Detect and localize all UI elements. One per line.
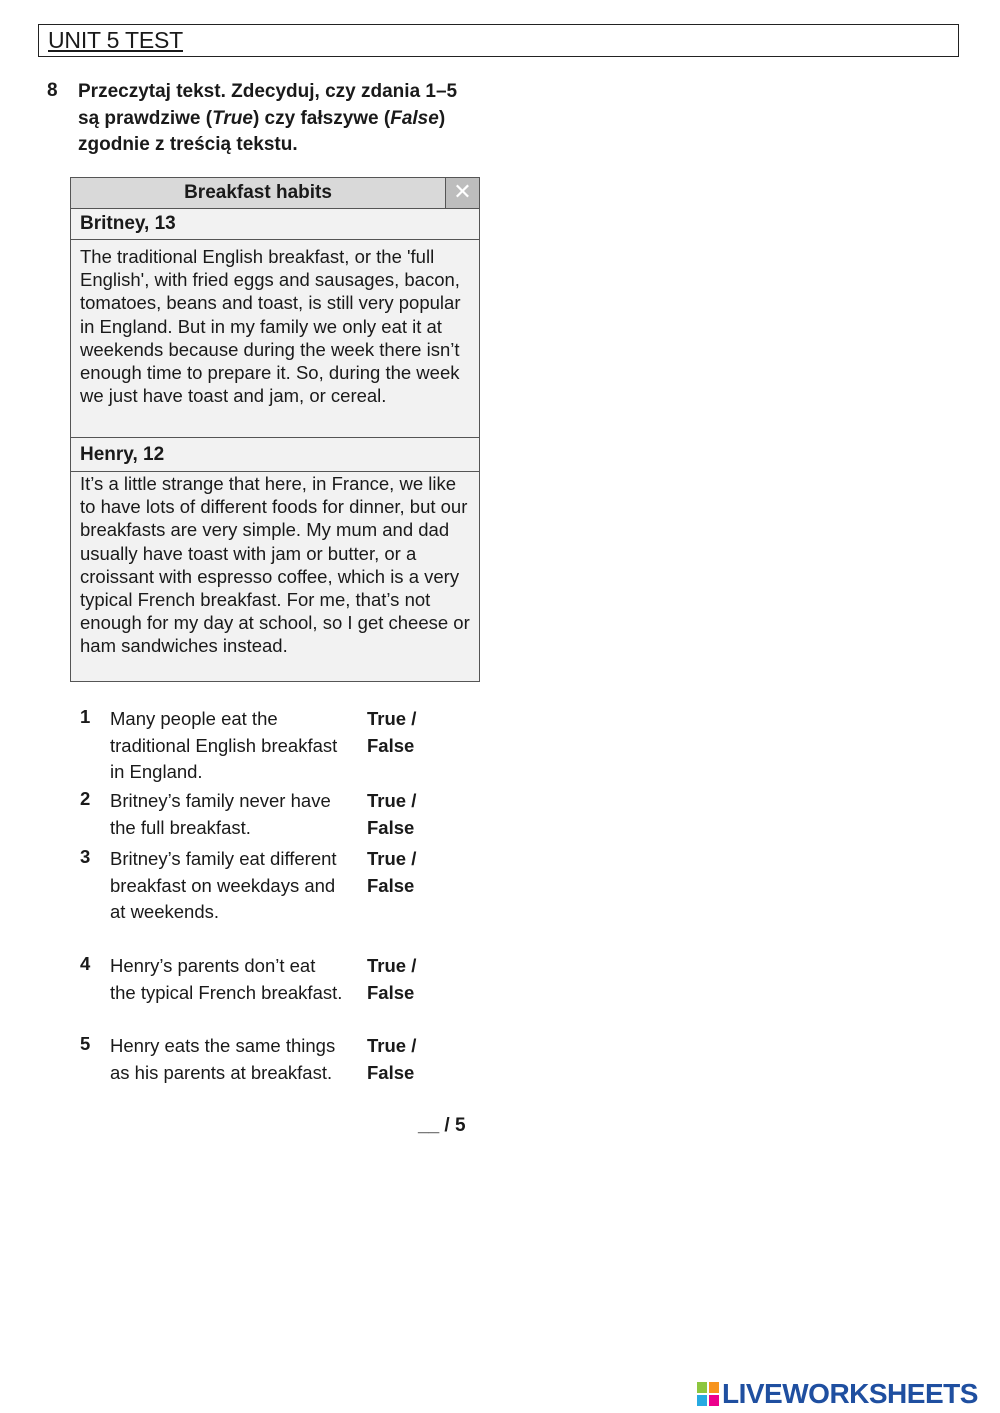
item-statement: Britney’s family eat different breakfast on weekdays and at weekends. (110, 848, 337, 922)
instruction-true-word: True (212, 107, 253, 129)
item-number: 5 (80, 1033, 91, 1054)
score-total: __ / 5 (418, 1115, 466, 1136)
item-statement: Many people eat the traditional English breakfast in England. (110, 708, 338, 782)
item-number: 1 (80, 706, 91, 727)
item-statement: Henry’s parents don’t eat the typical French breakfast. (110, 955, 343, 1003)
liveworksheets-logo[interactable] (697, 1378, 978, 1410)
item-number: 4 (80, 953, 91, 974)
item-number: 3 (80, 846, 91, 867)
false-option[interactable]: False (367, 816, 415, 838)
instruction-part3: ) zgodnie z treścią tekstu. (78, 107, 446, 155)
true-option[interactable]: True / (367, 848, 417, 869)
true-option[interactable]: True / (367, 790, 417, 811)
instruction-part1: Przeczytaj tekst. Zdecyduj, czy zdania 1–5 są prawdziwe ( (78, 81, 458, 129)
false-option[interactable]: False (367, 1061, 415, 1083)
true-option[interactable]: True / (367, 708, 417, 729)
reading-header (71, 178, 479, 209)
logo-text: LIVEWORKSHEETS (722, 1378, 978, 1409)
logo-square (697, 1395, 707, 1406)
instruction-false-word: False (390, 107, 439, 129)
true-false-choice[interactable] (367, 1033, 437, 1086)
true-false-choice[interactable] (367, 846, 437, 899)
section-name-britney: Britney, 13 (71, 209, 479, 240)
section-text-britney: The traditional English breakfast, or the 'full English', with fried eggs and sausages, bacon, tomatoes, beans and toast, is still very popular in England. But in my family we only eat it at weekends because during the week there isn’t enough time to prepare it. So, during the week we just have toast and jam, or cereal. (80, 246, 461, 407)
logo-mark-icon (697, 1382, 719, 1406)
section-name-henry: Henry, 12 (71, 438, 479, 472)
section-text-henry: It’s a little strange that here, in France, we like to have lots of different foods for dinner, but our breakfasts are very simple. My mum and dad usually have toast with jam or butter, or a croissant with espresso coffee, which is a very typical French breakfast. For me, that’s not enough for my day at school, so I get cheese or ham sandwiches instead. (80, 473, 470, 657)
reading-panel (70, 177, 480, 682)
question-number: 8 (47, 80, 58, 101)
true-option[interactable]: True / (367, 1035, 417, 1056)
page-title: UNIT 5 TEST (48, 27, 183, 53)
false-option[interactable]: False (367, 981, 415, 1003)
close-icon[interactable]: ✕ (445, 178, 479, 208)
false-option[interactable]: False (367, 874, 415, 896)
true-false-choice[interactable] (367, 953, 437, 1006)
true-option[interactable]: True / (367, 955, 417, 976)
false-option[interactable]: False (367, 734, 415, 756)
item-statement: Henry eats the same things as his parents at breakfast. (110, 1035, 336, 1083)
true-false-choice[interactable] (367, 788, 437, 841)
question-instruction (78, 79, 478, 159)
logo-square (709, 1395, 719, 1406)
true-false-choice[interactable] (367, 706, 437, 759)
header-box (38, 24, 959, 57)
item-statement: Britney’s family never have the full breakfast. (110, 790, 331, 838)
logo-square (709, 1382, 719, 1393)
item-number: 2 (80, 788, 91, 809)
instruction-part2: ) czy fałszywe ( (252, 107, 391, 129)
logo-square (697, 1382, 707, 1393)
reading-title: Breakfast habits (184, 182, 332, 203)
